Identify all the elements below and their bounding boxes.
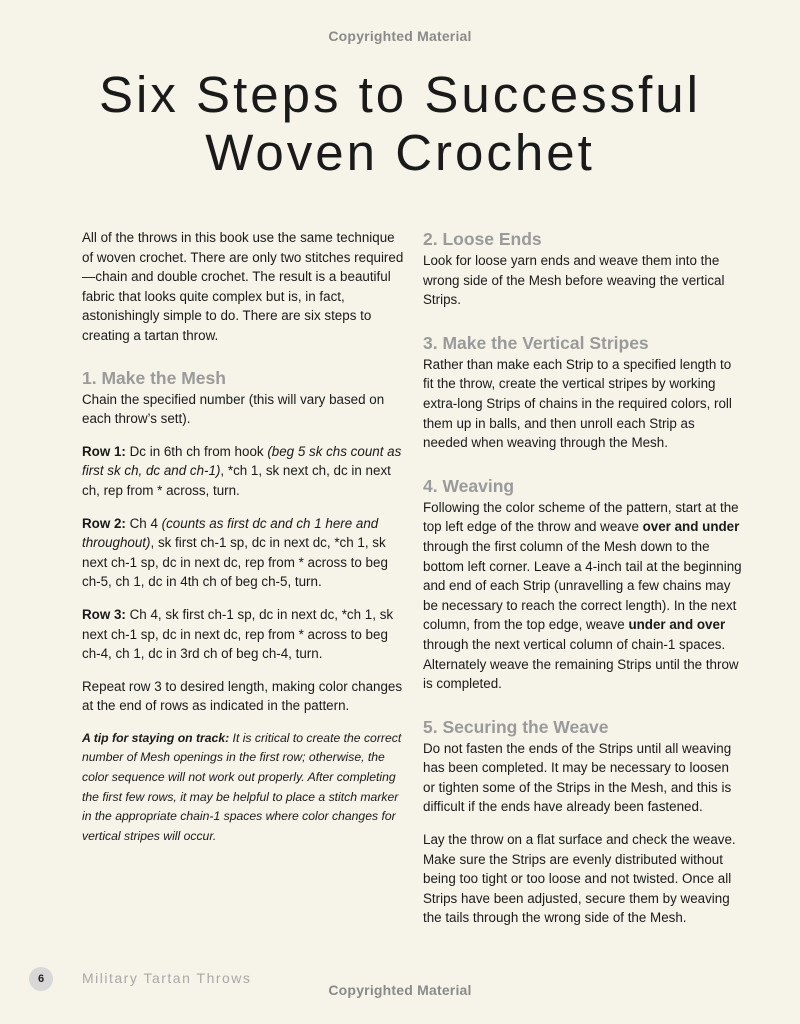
- row-1-instruction: Row 1: Dc in 6th ch from hook (beg 5 sk chs count as first sk ch, dc and ch-1), *ch 1, sk next ch, dc in next ch, rep from * across, turn.: [82, 443, 402, 498]
- page-title: [0, 66, 800, 182]
- left-column: [82, 228, 404, 859]
- title-line-2: Woven Crochet: [205, 124, 595, 181]
- title-line-1: Six Steps to Successful: [99, 66, 701, 123]
- page-number: 6: [29, 967, 53, 991]
- step-3-heading: 3. Make the Vertical Stripes: [423, 332, 649, 353]
- step-2-heading: 2. Loose Ends: [423, 229, 542, 249]
- right-column: [423, 228, 743, 941]
- watermark-bottom: Copyrighted Material: [328, 982, 472, 998]
- step-4-section: [423, 475, 743, 694]
- step-4-text: Following the color scheme of the pattern, start at the top left edge of the throw and weave over and under through the first column of the Mesh down to the bottom left corner. Leave a 4-inch tail at the beginning and end of each Strip (unravelling a few chains may be necessary to reach the correct length). In the next column, from the top edge, weave under and over through the next vertical column of chain-1 spaces. Alternately weave the remaining Strips until the throw is completed.: [423, 499, 742, 692]
- row-3-instruction: Row 3: Ch 4, sk first ch-1 sp, dc in next dc, *ch 1, sk next ch-1 sp, dc in next dc, rep from * across to beg ch-4, ch 1, dc in 3rd ch of beg ch-4, turn.: [82, 606, 394, 662]
- step-5-paragraph-1: Do not fasten the ends of the Strips until all weaving has been completed. It may be necessary to loosen or tighten some of the Strips in the Mesh, and this is difficult if the ends have already been fastened.: [423, 740, 732, 815]
- step-2-section: [423, 228, 743, 310]
- row-2-instruction: Row 2: Ch 4 (counts as first dc and ch 1 here and throughout), sk first ch-1 sp, dc in next dc, *ch 1, sk next ch-1 sp, dc in next dc, rep from * across to beg ch-5, ch 1, dc in 4th ch of beg ch-5, turn.: [82, 515, 388, 590]
- step-3-section: [423, 332, 743, 453]
- step-3-text: Rather than make each Strip to a specified length to fit the throw, create the vertical stripes by working extra-long Strips of chains in the required colors, roll them up in balls, and then unroll each Strip as needed when weaving through the Mesh.: [423, 356, 732, 451]
- book-title: Military Tartan Throws: [82, 970, 252, 986]
- step-5-heading: 5. Securing the Weave: [423, 716, 609, 737]
- step-2-text: Look for loose yarn ends and weave them into the wrong side of the Mesh before weaving the vertical Strips.: [423, 253, 725, 308]
- step-5-section: [423, 716, 743, 928]
- step-4-heading: 4. Weaving: [423, 475, 515, 496]
- step-1-heading: 1. Make the Mesh: [82, 367, 226, 388]
- step-1-text: Chain the specified number (this will vary based on each throw’s sett).: [82, 391, 385, 427]
- repeat-instruction: Repeat row 3 to desired length, making color changes at the end of rows as indicated in the pattern.: [82, 678, 403, 714]
- step-5-paragraph-2: Lay the throw on a flat surface and check the weave. Make sure the Strips are evenly distributed without being too tight or too loose and not twisted. Once all Strips have been adjusted, secure them by weaving the tails through the wrong side of the Mesh.: [423, 832, 736, 926]
- intro-paragraph: All of the throws in this book use the same technique of woven crochet. There are only two stitches required—chain and double crochet. The result is a beautiful fabric that looks quite complex but is, in fact, astonishingly simple to do. There are six steps to creating a tartan throw.: [82, 230, 404, 343]
- watermark-top: Copyrighted Material: [328, 28, 472, 44]
- tip-paragraph: A tip for staying on track: It is critical to create the correct number of Mesh openings in the first row; otherwise, the color sequence will not work out properly. After completing the first few rows, it may be helpful to place a stitch marker in the appropriate chain-1 spaces where color changes for vertical stripes will occur.: [82, 730, 402, 843]
